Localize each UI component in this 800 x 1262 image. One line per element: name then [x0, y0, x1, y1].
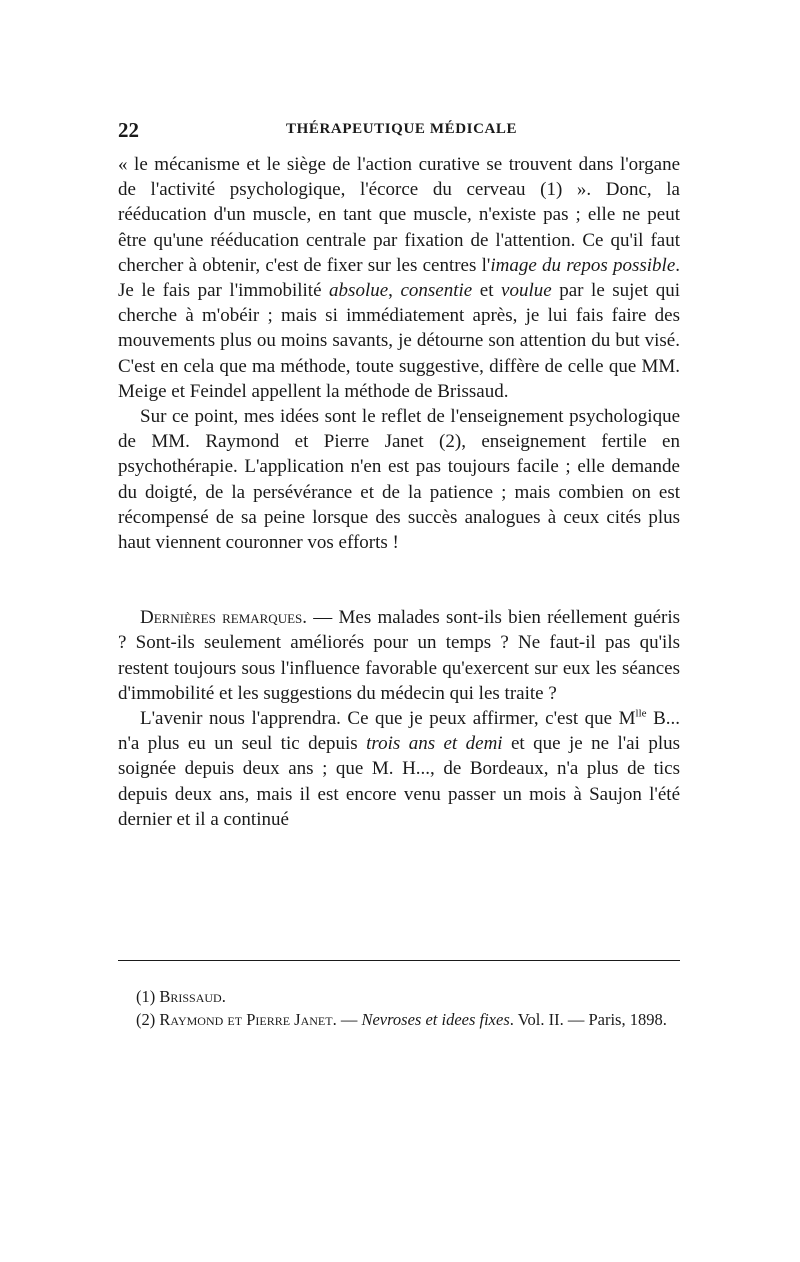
footnote-text: . Vol. II. — Paris, 1898.: [509, 1010, 667, 1029]
footnotes: [118, 985, 680, 1031]
footnote-rule: [118, 960, 680, 961]
italic-run: absolue: [329, 280, 389, 302]
section-paragraph: [118, 605, 680, 706]
superscript: lle: [635, 707, 647, 720]
footnote-1: [118, 985, 680, 1008]
italic-run: trois ans et demi: [366, 733, 503, 755]
italic-run: image du repos possible: [490, 254, 676, 276]
page-header: [118, 118, 680, 142]
dash: —: [307, 607, 339, 629]
italic-run: consentie: [400, 280, 473, 302]
text-run: B... n'a plus eu un seul tic depuis: [118, 708, 680, 755]
footnote-title: Nevroses et idees fixes: [361, 1010, 510, 1029]
italic-run: voulue: [501, 280, 552, 302]
footnote-author: Raymond et Pierre Janet.: [159, 1010, 337, 1029]
text-run: . Je le fais par l'immobilité: [118, 254, 681, 302]
text-run: L'avenir nous l'apprendra. Ce que je peux affirmer, c'est que M: [140, 708, 636, 730]
paragraph: Sur ce point, mes idées sont le reflet de l'enseignement psychologique de MM. Raymond et Pierre Janet (2), enseignement fertile en psychothérapie. L'application n'en est pas toujours facile ; elle demande du doigté, de la persévérance et de la patience ; mais combien on est récompensé de sa peine lorsque des succès analogues à ceux cités plus haut viennent couronner vos efforts !: [118, 406, 680, 554]
paragraph-continued: [118, 152, 680, 404]
text-run: et que je ne l'ai plus soignée depuis deux ans ; que M. H..., de Bordeaux, n'a plus de tics depuis deux ans, mais il est encore venu passer un mois à Saujon l'été dernier et il a continué: [118, 733, 680, 830]
text-run: Mes malades sont-ils bien réellement guéris ? Sont-ils seulement améliorés pour un temps ? Ne faut-il pas qu'ils restent toujours sous l'influence favorable qu'exercent sur eux les séances d'immobilité et les suggestions du médecin qui les traite ?: [118, 607, 680, 704]
main-text: [118, 152, 680, 832]
footnote-2: [118, 1008, 680, 1031]
text-run: par le sujet qui cherche à m'obéir ; mais si immédiatement après, je lui fais faire des mouvements plus ou moins savants, je détourne son attention du but visé. C'est en cela que ma méthode, toute suggestive, diffère de celle que MM. Meige et Feindel appellent la méthode de Brissaud.: [118, 280, 681, 402]
dash: —: [336, 1010, 362, 1029]
running-title: THÉRAPEUTIQUE MÉDICALE: [286, 121, 518, 137]
section-heading: Dernières remarques.: [140, 607, 308, 629]
text-run: et: [472, 280, 502, 302]
text-run: « le mécanisme et le siège de l'action curative se trouvent dans l'organe de l'activité psychologique, l'écorce du cerveau (1) ». Donc, la rééducation d'un muscle, en tant que muscle, n'existe pas ; elle ne peut être qu'une rééducation centrale par fixation de l'attention. Ce qu'il faut chercher à obtenir, c'est de fixer sur les centres l': [118, 154, 680, 276]
footnote-author: Brissaud.: [159, 987, 226, 1006]
page-number: 22: [118, 118, 139, 142]
paragraph: [118, 706, 680, 832]
footnote-number: (2): [136, 1010, 160, 1029]
footnote-number: (1): [136, 987, 160, 1006]
text-run: ,: [388, 280, 401, 302]
